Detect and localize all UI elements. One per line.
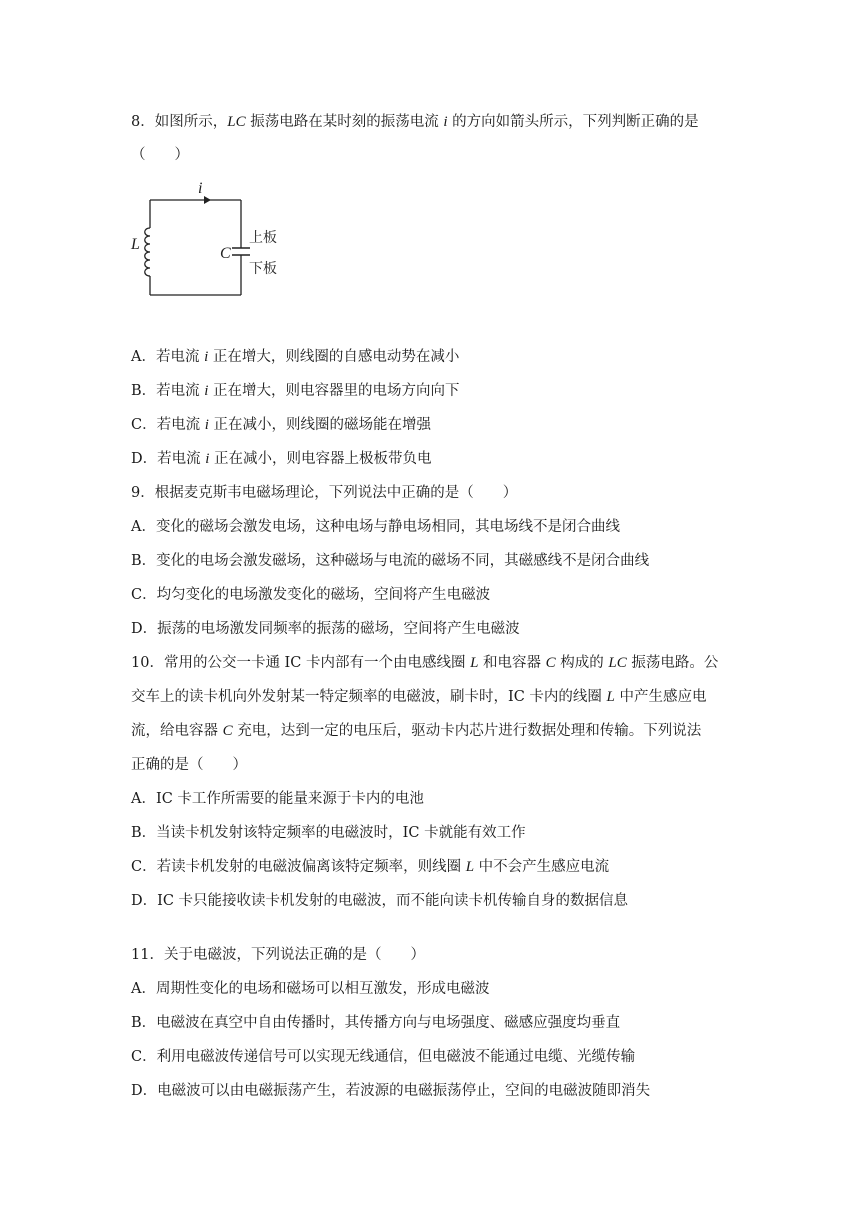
inductor-coil-icon <box>145 228 150 276</box>
q11-option-c: C．利用电磁波传递信号可以实现无线通信，但电磁波不能通过电缆、光缆传输 <box>131 1049 636 1065</box>
q8-option-b: B．若电流 i 正在增大，则电容器里的电场方向向下 <box>131 383 460 399</box>
q9-option-b: B．变化的电场会激发磁场，这种磁场与电流的磁场不同，其磁感线不是闭合曲线 <box>131 553 650 569</box>
lc-circuit-diagram <box>125 178 295 303</box>
inductor-label: L <box>131 236 140 253</box>
q10-option-a: A．IC 卡工作所需要的能量来源于卡内的电池 <box>131 791 424 807</box>
q10-stem-line4: 正确的是（ ） <box>131 757 247 773</box>
q10-stem-line1: 10．常用的公交一卡通 IC 卡内部有一个由电感线圈 L 和电容器 C 构成的 LC 振荡电路。公 <box>131 655 719 671</box>
q11-stem: 11．关于电磁波，下列说法正确的是（ ） <box>131 947 425 963</box>
q10-option-d: D．IC 卡只能接收读卡机发射的电磁波，而不能向读卡机传输自身的数据信息 <box>131 893 629 909</box>
lower-plate-label: 下板 <box>249 261 277 277</box>
capacitor-label: C <box>220 245 231 262</box>
q10-stem-line2: 交车上的读卡机向外发射某一特定频率的电磁波，刷卡时，IC 卡内的线圈 L 中产生感应电 <box>131 689 707 705</box>
q9-option-c: C．均匀变化的电场激发变化的磁场，空间将产生电磁波 <box>131 587 491 603</box>
q8-option-a: A．若电流 i 正在增大，则线圈的自感电动势在减小 <box>131 349 460 365</box>
q11-option-a: A．周期性变化的电场和磁场可以相互激发，形成电磁波 <box>131 981 490 997</box>
q10-option-c: C．若读卡机发射的电磁波偏离该特定频率，则线圈 L 中不会产生感应电流 <box>131 859 610 875</box>
q8-option-d: D．若电流 i 正在减小，则电容器上极板带负电 <box>131 451 432 467</box>
q11-option-d: D．电磁波可以由电磁振荡产生，若波源的电磁振荡停止，空间的电磁波随即消失 <box>131 1083 651 1099</box>
q8-option-c: C．若电流 i 正在减小，则线圈的磁场能在增强 <box>131 417 431 433</box>
q10-stem-line3: 流，给电容器 C 充电，达到一定的电压后，驱动卡内芯片进行数据处理和传输。下列说法 <box>131 723 702 739</box>
q10-option-b: B．当读卡机发射该特定频率的电磁波时，IC 卡就能有效工作 <box>131 825 526 841</box>
current-label: i <box>198 180 203 197</box>
current-arrow-icon <box>204 196 211 204</box>
q9-option-d: D．振荡的电场激发同频率的振荡的磁场，空间将产生电磁波 <box>131 621 520 637</box>
q11-option-b: B．电磁波在真空中自由传播时，其传播方向与电场强度、磁感应强度均垂直 <box>131 1015 621 1031</box>
q8-stem-line1: 8．如图所示，LC 振荡电路在某时刻的振荡电流 i 的方向如箭头所示，下列判断正确的是 <box>131 114 699 130</box>
q8-stem-line2: （ ） <box>131 147 189 163</box>
q9-option-a: A．变化的磁场会激发电场，这种电场与静电场相同，其电场线不是闭合曲线 <box>131 519 620 535</box>
q9-stem: 9．根据麦克斯韦电磁场理论，下列说法中正确的是（ ） <box>131 485 518 501</box>
upper-plate-label: 上板 <box>249 230 277 246</box>
